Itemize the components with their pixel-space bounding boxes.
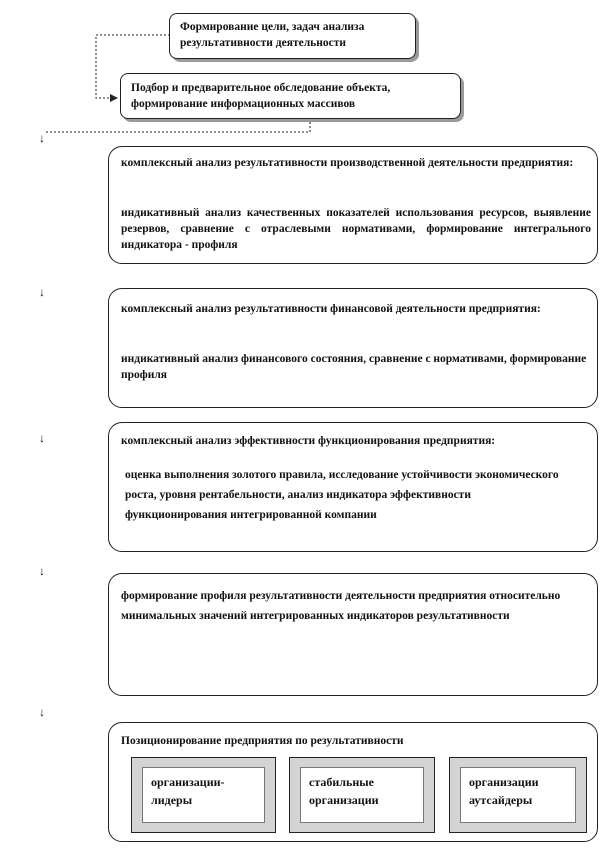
down-arrow-icon: ↓ <box>39 285 45 299</box>
step-5-box <box>108 422 598 552</box>
step-3-body: индикативный анализ качественных показателей использования ресурсов, выявление резервов, сравнение с отраслевыми нормативами, формирование интегрального индикатора - профиля <box>121 207 591 251</box>
category-leaders <box>131 757 276 833</box>
step-2-box <box>120 73 461 119</box>
step-7-heading: Позиционирование предприятия по результативности <box>121 735 404 747</box>
step-2-text: Подбор и предварительное обследование объекта, формирование информационных массивов <box>131 82 391 110</box>
step-5-body: оценка выполнения золотого правила, исследование устойчивости экономического роста, уровня рентабельности, анализ индикатора эффективности функционирования интегрированной компании <box>125 469 559 521</box>
step-1-box <box>169 13 416 59</box>
step-3-box <box>108 146 598 264</box>
step-4-body: индикативный анализ финансового состояния, сравнение с нормативами, формирование профиля <box>121 353 587 381</box>
step-4-box <box>108 288 598 408</box>
connector-arrowhead <box>110 94 118 102</box>
step-3-heading: комплексный анализ результативности производственной деятельности предприятия: <box>121 157 574 169</box>
step-6-text: формирование профиля результативности деятельности предприятия относительно минимальных значений интегрированных индикаторов результативности <box>121 590 561 622</box>
connector-step2-down <box>44 122 310 132</box>
down-arrow-icon: ↓ <box>39 564 45 578</box>
category-outsiders-label: организации аутсайдеры <box>469 775 539 807</box>
category-stable <box>289 757 435 833</box>
step-7-box <box>108 722 598 842</box>
step-5-heading: комплексный анализ эффективности функционирования предприятия: <box>121 435 496 447</box>
category-stable-label: стабильные организации <box>309 775 379 807</box>
category-outsiders <box>449 757 587 833</box>
step-1-text: Формирование цели, задач анализа результативности деятельности <box>180 21 365 49</box>
category-leaders-label: организации-лидеры <box>151 775 225 807</box>
step-4-heading: комплексный анализ результативности финансовой деятельности предприятия: <box>121 303 541 315</box>
down-arrow-icon: ↓ <box>39 705 45 719</box>
down-arrow-icon: ↓ <box>39 131 45 145</box>
down-arrow-icon: ↓ <box>39 431 45 445</box>
step-6-box <box>108 573 598 696</box>
